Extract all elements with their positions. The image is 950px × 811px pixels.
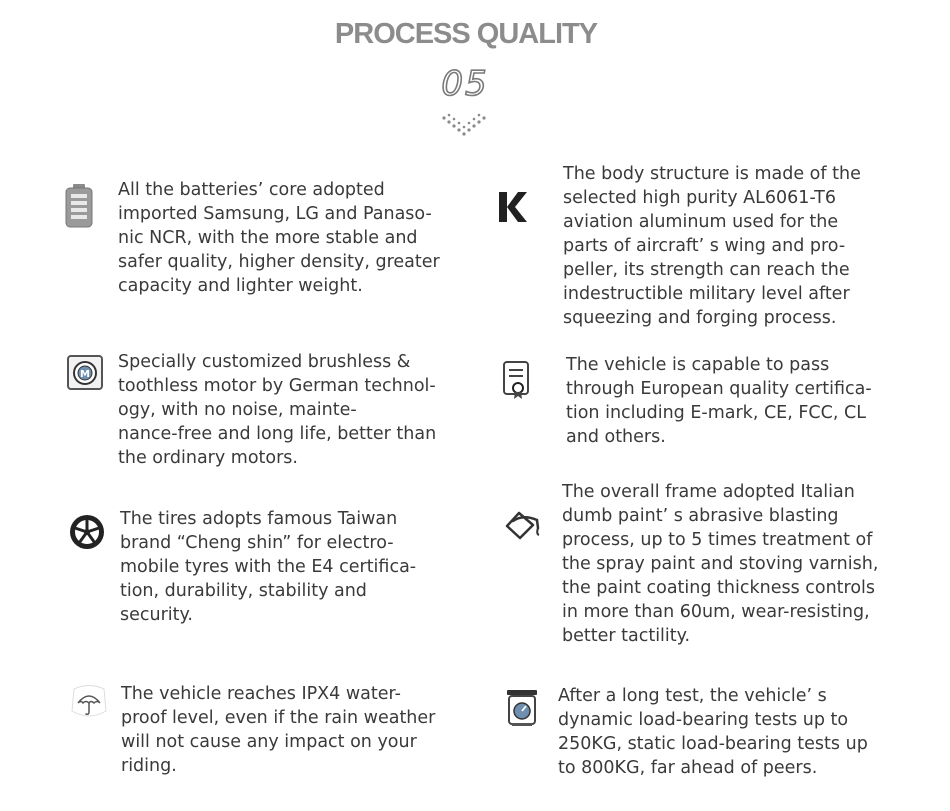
scale-icon [503,688,541,728]
feature-text: The tires adopts famous Taiwan brand “Cheng shin” for electro- mobile tyres with the E4 certifica- tion, durability, stability and security. [120,509,417,625]
feature-text: The vehicle reaches IPX4 water- proof level, even if the rain weather will not cause any impact on your riding. [121,684,436,776]
feature-text: The overall frame adopted Italian dumb paint’ s abrasive blasting process, up to 5 times treatment of the spray paint and stoving varnish, the paint coating thickness controls in more than 60um, wear-resisting, better tactility. [562,482,879,646]
motor-icon [65,353,105,393]
page-title: PROCESS QUALITY [334,18,598,50]
umbrella-icon [70,685,108,721]
feature-text: All the batteries’ core adopted imported Samsung, LG and Panaso- nic NCR, with the more stable and safer quality, higher density, greater capacity and lighter weight. [118,180,440,296]
chevron-down-icon [441,112,487,142]
feature-text: Specially customized brushless & toothless motor by German technol- ogy, with no noise, mainte- nance-free and long life, better than the ordinary motors. [118,352,437,468]
paint-icon [503,508,541,544]
feature-text: After a long test, the vehicle’ s dynamic load-bearing tests up to 250KG, static load-bearing tests up to 800KG, far ahead of peers. [558,686,868,778]
k-logo-icon [496,190,530,224]
feature-text: The vehicle is capable to pass through European quality certifica- tion including E-mark, CE, FCC, CL and others. [566,355,872,447]
motor-icon-label: M [80,369,90,380]
section-number: 05 [441,64,489,104]
feature-text: The body structure is made of the selected high purity AL6061-T6 aviation aluminum used for the parts of aircraft’ s wing and pro- peller, its strength can reach the indestructible military level after squeezing and forging process. [563,164,861,328]
certificate-icon [500,360,534,402]
tire-icon [68,513,106,551]
battery-icon [62,183,96,229]
